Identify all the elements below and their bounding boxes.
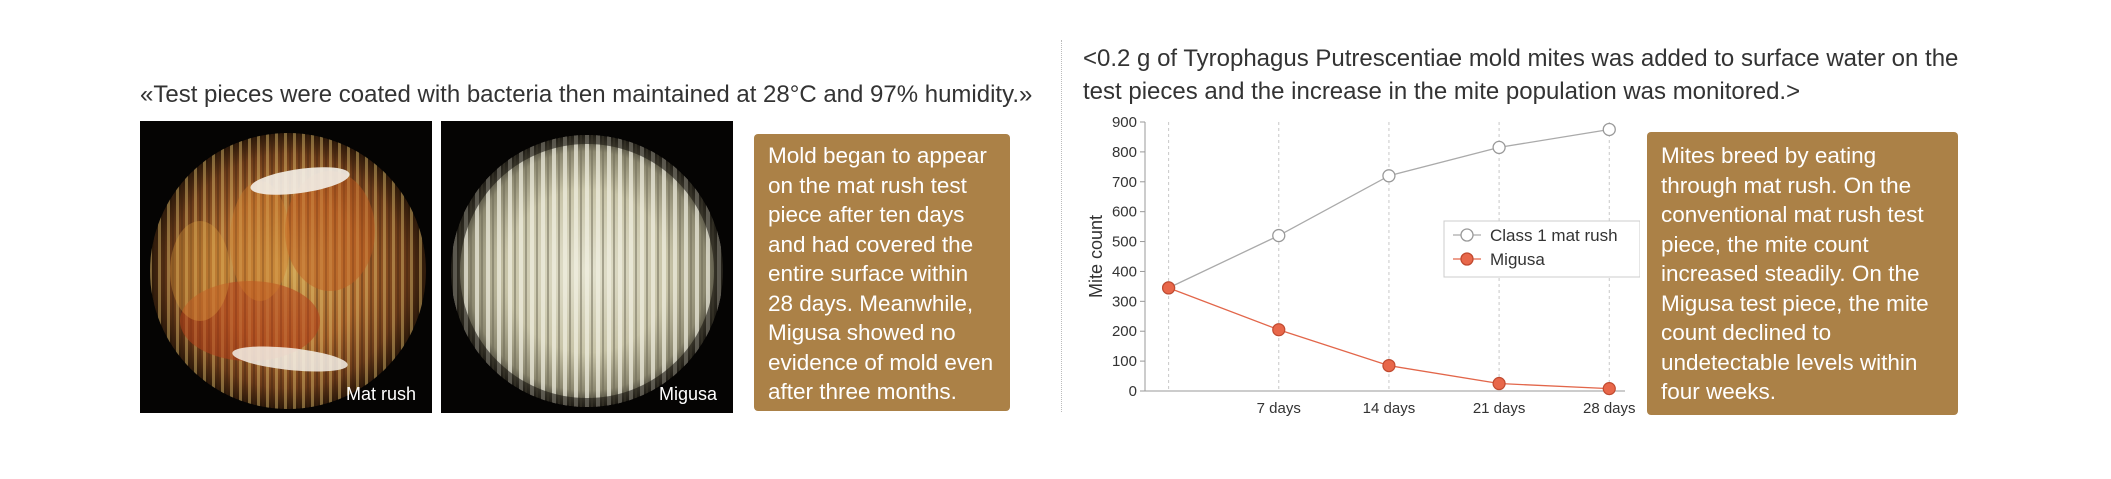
y-tick-label-800: 800 [1111,143,1137,161]
mold-note: Mold began to appear on the mat rush test piece after ten days and had covered the entire surface within 28 days. Meanwhile, Migusa showed no evidence of mold even after three months. [754,134,1010,411]
x-tick-label-28: 28 days [1582,400,1636,417]
y-tick-label-600: 600 [1111,203,1137,221]
migusa-photo [441,121,733,413]
point-migusa-1 [1273,324,1285,336]
x-ticks [1257,400,1636,417]
y-tick-label-200: 200 [1111,323,1137,341]
y-axis-label: Mite count [1086,214,1106,299]
y-tick-label-700: 700 [1111,173,1137,191]
point-class1-2 [1383,170,1395,182]
x-tick-label-21: 21 days [1472,400,1526,417]
legend-marker-class1 [1461,229,1473,241]
point-class1-1 [1273,230,1285,242]
legend-marker-migusa [1461,253,1473,265]
point-migusa-0 [1163,282,1175,294]
y-tick-label-500: 500 [1111,233,1137,251]
migusa-label: Migusa [658,384,717,404]
y-tick-label-400: 400 [1111,263,1137,281]
point-migusa-2 [1383,360,1395,372]
y-tick-label-900: 900 [1111,114,1137,131]
legend-label-migusa: Migusa [1490,250,1545,269]
legend-label-class1: Class 1 mat rush [1490,226,1618,245]
mite-count-chart [1080,105,1640,425]
point-migusa-4 [1603,383,1615,395]
point-class1-3 [1493,141,1505,153]
x-tick-label-14: 14 days [1362,400,1416,417]
point-class1-4 [1603,123,1615,135]
y-tick-label-100: 100 [1111,353,1137,371]
y-tick-label-300: 300 [1111,293,1137,311]
mites-note: Mites breed by eating through mat rush. On the conventional mat rush test piece, the mite count increased steadily. On the Migusa test piece, the mite count declined to undetectable levels within four weeks. [1647,132,1958,415]
right-caption: <0.2 g of Tyrophagus Putrescentiae mold mites was added to surface water on the test pieces and the increase in the mite population was monitored.> [1083,45,1959,105]
mat-rush-photo [140,121,432,413]
point-migusa-3 [1493,378,1505,390]
section-divider [1061,40,1062,412]
mat-rush-label: Mat rush [345,384,416,404]
x-tick-label-7: 7 days [1256,400,1301,417]
left-caption: «Test pieces were coated with bacteria then maintained at 28°C and 97% humidity.» [140,81,1033,108]
chart-legend [1444,221,1640,277]
y-ticks [1112,114,1145,400]
y-tick-label-0: 0 [1128,383,1137,400]
